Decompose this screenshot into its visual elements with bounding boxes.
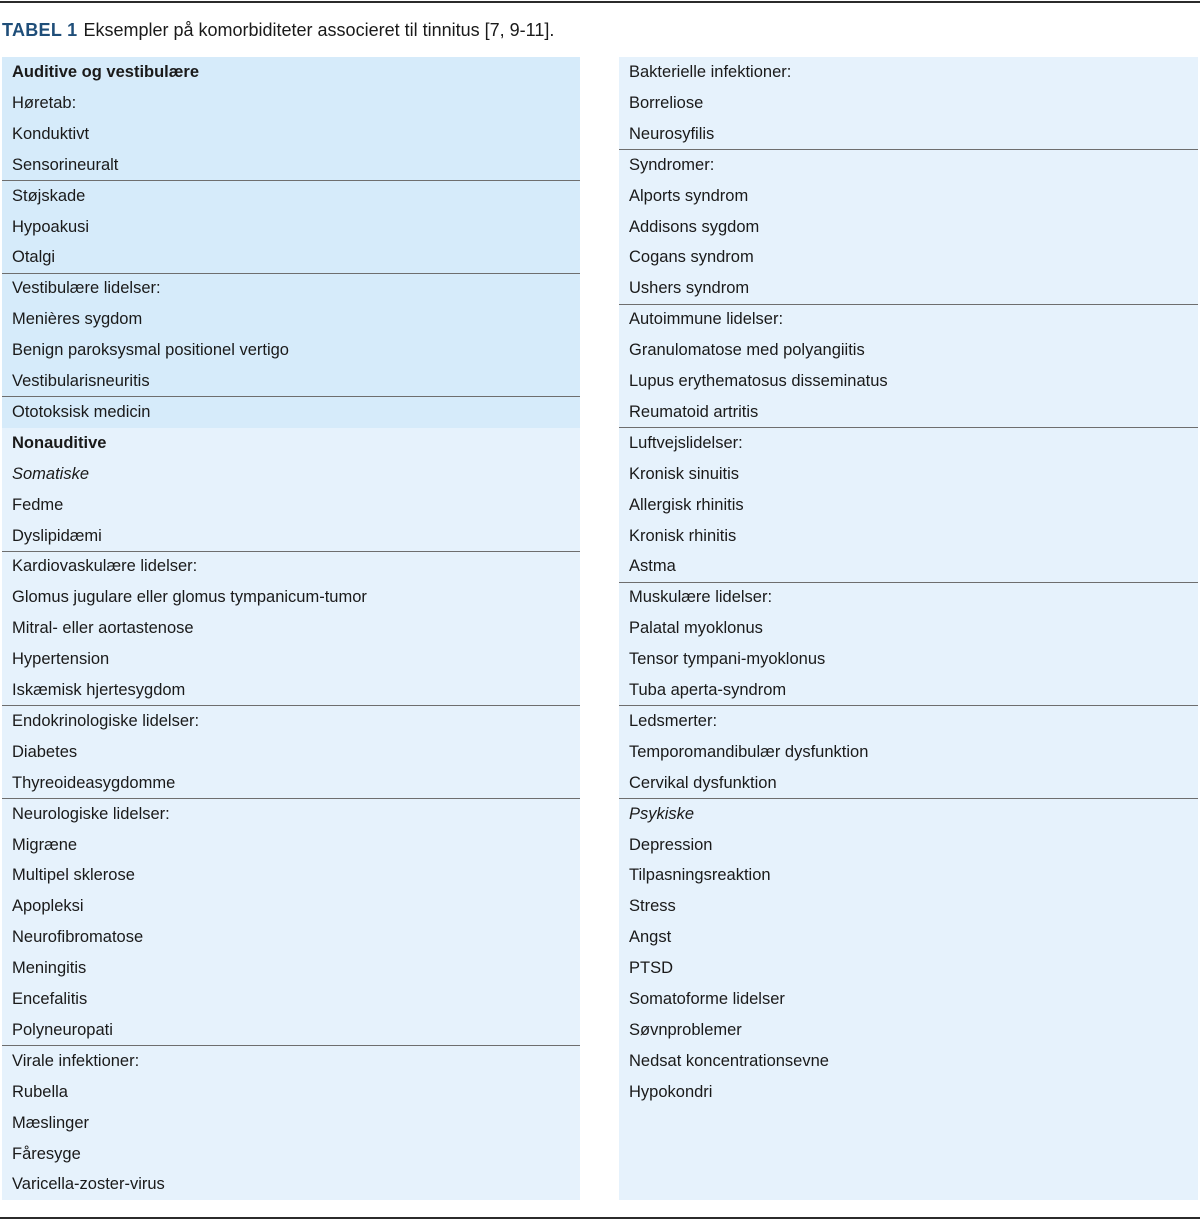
table-row: Allergisk rhinitis <box>629 495 744 514</box>
table-row: Muskulære lidelser: <box>629 588 773 607</box>
table-row: Kardiovaskulære lidelser: <box>12 557 198 576</box>
table-row: Iskæmisk hjertesygdom <box>12 681 186 699</box>
table-row: Borreliose <box>629 93 704 112</box>
table-row: Mitral- eller aortastenose <box>12 619 194 638</box>
table-row: Temporomandibulær dysfunktion <box>629 742 869 761</box>
table-row: Benign paroksysmal positionel vertigo <box>12 341 289 360</box>
table-row: Stress <box>629 897 676 916</box>
table-row: Cogans syndrom <box>629 248 754 267</box>
table-row: Thyreoideasygdomme <box>12 773 176 792</box>
table-row: Vestibulære lidelser: <box>12 279 161 298</box>
section-heading: Auditive og vestibulære <box>12 63 200 81</box>
table-row: Syndromer: <box>629 155 715 174</box>
table-row: Endokrinologiske lidelser: <box>12 711 200 730</box>
table-row: Menières sygdom <box>12 310 143 329</box>
table-row: Mæslinger <box>12 1113 90 1132</box>
group-separator <box>619 798 1198 799</box>
bottom-rule <box>0 1217 1200 1219</box>
table-row: Neurosyfilis <box>629 124 715 143</box>
table-row: Ushers syndrom <box>629 279 750 298</box>
table-row: Apopleksi <box>12 897 84 916</box>
table-row: Granulomatose med polyangiitis <box>629 341 865 360</box>
table-row: Meningitis <box>12 959 87 978</box>
table-row: Ototoksisk medicin <box>12 402 151 421</box>
table-row: Angst <box>629 928 672 947</box>
table-row: Encefalitis <box>12 990 88 1008</box>
left-column <box>2 57 580 1200</box>
table-row: Bakterielle infektioner: <box>629 63 792 81</box>
table-row: Kronisk sinuitis <box>629 464 740 483</box>
table-row: Tuba aperta-syndrom <box>629 681 787 699</box>
table-label: TABEL 1 <box>2 20 78 40</box>
table-row: Hypertension <box>12 650 110 669</box>
table-row: Ledsmerter: <box>629 711 718 730</box>
table-row: Glomus jugulare eller glomus tympanicum-tumor <box>12 588 367 607</box>
table-row: Tilpasningsreaktion <box>629 866 771 885</box>
table-row: Fedme <box>12 495 64 514</box>
table-row: Palatal myoklonus <box>629 619 763 638</box>
section-heading: Nonauditive <box>12 433 107 452</box>
table-row: Multipel sklerose <box>12 866 135 885</box>
table-row: Diabetes <box>12 742 78 761</box>
table-row: Reumatoid artritis <box>629 402 759 421</box>
table-row: Alports syndrom <box>629 186 749 205</box>
table-row: Neurologiske lidelser: <box>12 804 170 823</box>
table-row: Fåresyge <box>12 1144 81 1163</box>
table-row: Migræne <box>12 835 78 854</box>
table-row: Addisons sygdom <box>629 217 760 236</box>
group-separator <box>2 180 580 181</box>
table-row: Autoimmune lidelser: <box>629 310 784 329</box>
subsection-heading: Somatiske <box>12 464 90 483</box>
table-row: Kronisk rhinitis <box>629 526 737 545</box>
table-row: Luftvejslidelser: <box>629 433 743 452</box>
table-row: Nedsat koncentrationsevne <box>629 1051 829 1070</box>
right-column <box>619 57 1198 1200</box>
table-row: Hypokondri <box>629 1082 713 1101</box>
table-row: Støjskade <box>12 186 86 205</box>
top-rule <box>0 1 1200 3</box>
subsection-heading: Psykiske <box>629 804 695 823</box>
table-row: Varicella-zoster-virus <box>12 1175 165 1194</box>
table-row: Søvnproblemer <box>629 1020 742 1039</box>
table-row: Rubella <box>12 1082 68 1101</box>
table-row: Virale infektioner: <box>12 1051 140 1070</box>
table-row: PTSD <box>629 959 674 978</box>
table-row: Høretab: <box>12 93 77 112</box>
table-caption <box>2 18 554 42</box>
table-title: Eksempler på komorbiditeter associeret til tinnitus [7, 9-11]. <box>83 20 555 40</box>
table-row: Hypoakusi <box>12 217 90 236</box>
table-row: Somatoforme lidelser <box>629 990 785 1008</box>
table-row: Lupus erythematosus disseminatus <box>629 372 888 390</box>
table-row: Konduktivt <box>12 124 90 143</box>
table-row: Polyneuropati <box>12 1020 113 1039</box>
table-row: Vestibularisneuritis <box>12 372 150 390</box>
table-row: Depression <box>629 835 713 854</box>
table-row: Dyslipidæmi <box>12 526 102 545</box>
table-row: Otalgi <box>12 248 56 267</box>
table-row: Sensorineuralt <box>12 155 119 174</box>
table-row: Tensor tympani-myoklonus <box>629 650 826 669</box>
table-row: Cervikal dysfunktion <box>629 773 777 792</box>
table-row: Neurofibromatose <box>12 928 144 947</box>
table-row: Astma <box>629 557 676 576</box>
